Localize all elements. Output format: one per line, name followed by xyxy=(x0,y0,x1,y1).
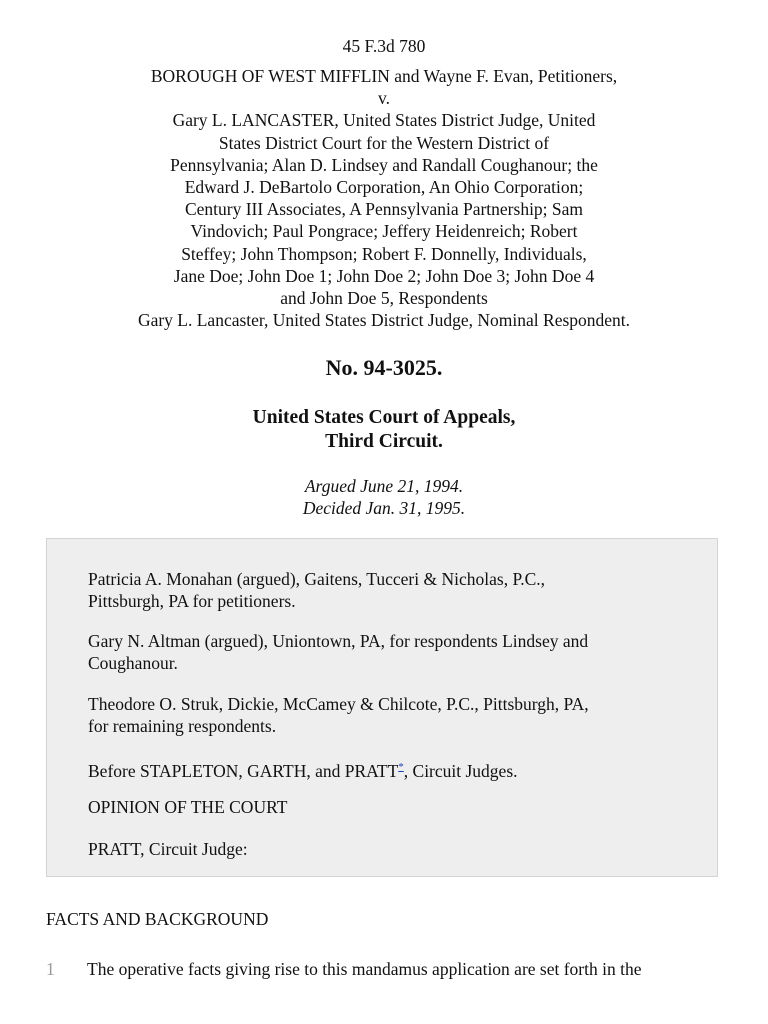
counsel-entry xyxy=(88,630,588,674)
case-caption xyxy=(0,65,768,331)
paragraph-text: The operative facts giving rise to this mandamus application are set forth in the xyxy=(87,959,642,979)
caption-line: and John Doe 5, Respondents xyxy=(280,288,488,309)
caption-line: Gary L. Lancaster, United States District Judge, Nominal Respondent. xyxy=(137,310,631,331)
counsel-entry xyxy=(88,693,589,737)
opinion-heading: OPINION OF THE COURT xyxy=(88,797,288,817)
court-name-line: United States Court of Appeals, xyxy=(252,407,516,428)
caption-line: Jane Doe; John Doe 1; John Doe 2; John Doe 3; John Doe 4 xyxy=(173,265,595,286)
paragraph-number: 1 xyxy=(46,959,55,979)
docket-number: No. 94-3025. xyxy=(325,355,443,380)
panel-after: , Circuit Judges. xyxy=(403,760,518,781)
panel-before: Before STAPLETON, GARTH, and PRATT xyxy=(88,760,399,781)
counsel-line: Patricia A. Monahan (argued), Gaitens, Tucceri & Nicholas, P.C., xyxy=(88,569,546,589)
caption-line: Edward J. DeBartolo Corporation, An Ohio Corporation; xyxy=(184,177,584,198)
counsel-panel-box xyxy=(46,538,718,877)
counsel-line: Coughanour. xyxy=(88,653,178,673)
caption-line: Vindovich; Paul Pongrace; Jeffery Heidenreich; Robert xyxy=(190,221,578,242)
counsel-entry xyxy=(88,568,545,612)
caption-line: Century III Associates, A Pennsylvania Partnership; Sam xyxy=(184,199,584,220)
case-citation: 45 F.3d 780 xyxy=(342,36,426,56)
opinion-author: PRATT, Circuit Judge: xyxy=(88,839,248,859)
section-heading: FACTS AND BACKGROUND xyxy=(46,909,269,929)
decided-date: Decided Jan. 31, 1995. xyxy=(302,498,466,518)
court-name xyxy=(0,406,768,454)
panel-line xyxy=(88,756,518,782)
caption-line: v. xyxy=(378,88,390,109)
case-dates xyxy=(0,475,768,519)
footnote-link[interactable]: * xyxy=(398,761,404,773)
caption-line: States District Court for the Western District of xyxy=(218,132,550,153)
caption-line: Pennsylvania; Alan D. Lindsey and Randall Coughanour; the xyxy=(170,154,598,175)
court-name-line: Third Circuit. xyxy=(325,431,443,452)
argued-date: Argued June 21, 1994. xyxy=(304,476,464,496)
caption-line: Gary L. LANCASTER, United States District Judge, United xyxy=(172,110,596,131)
counsel-line: Gary N. Altman (argued), Uniontown, PA, for respondents Lindsey and xyxy=(88,631,589,651)
caption-line: Steffey; John Thompson; Robert F. Donnelly, Individuals, xyxy=(181,243,587,264)
counsel-line: Pittsburgh, PA for petitioners. xyxy=(88,591,296,611)
counsel-line: for remaining respondents. xyxy=(88,716,277,736)
caption-line: BOROUGH OF WEST MIFFLIN and Wayne F. Evan, Petitioners, xyxy=(150,66,618,86)
counsel-line: Theodore O. Struk, Dickie, McCamey & Chilcote, P.C., Pittsburgh, PA, xyxy=(88,694,589,714)
